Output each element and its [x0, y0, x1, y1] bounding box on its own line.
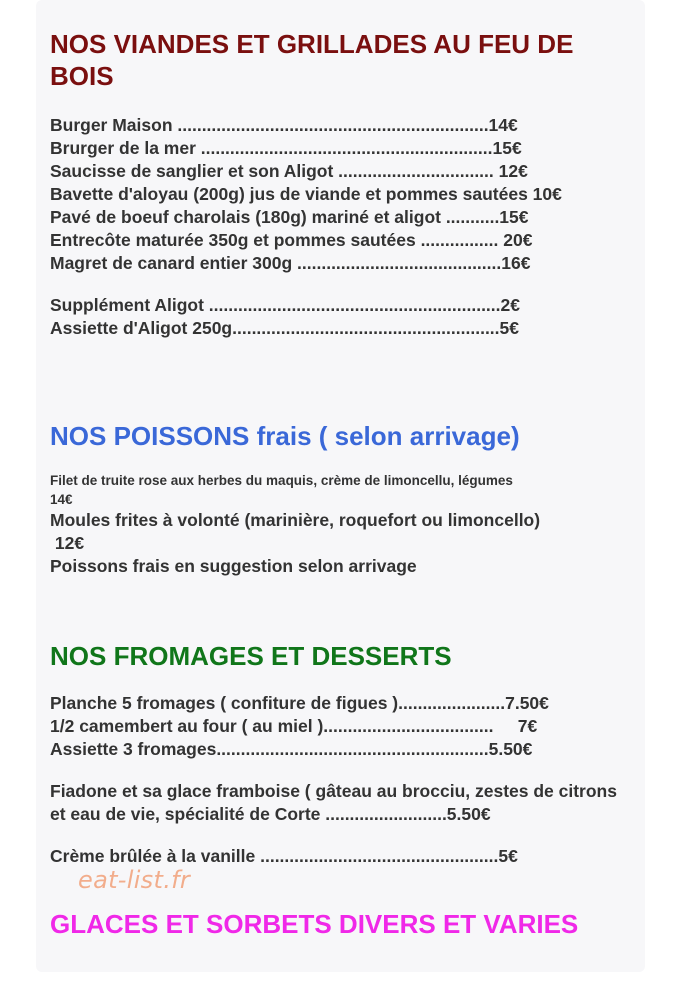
- menu-item-assiette-aligot: Assiette d'Aligot 250g.......................................................5€: [50, 318, 519, 338]
- ice-title: GLACES ET SORBETS DIVERS ET VARIES: [50, 909, 579, 939]
- meats-section: [50, 28, 640, 340]
- menu-item-magret: Magret de canard entier 300g ..........................................16€: [50, 253, 531, 273]
- watermark-logo: eat-list.fr: [78, 866, 191, 894]
- menu-item-bavette: Bavette d'aloyau (200g) jus de viande et pommes sautées 10€: [50, 184, 562, 204]
- cheese-title: NOS FROMAGES ET DESSERTS: [50, 641, 452, 671]
- menu-item-camembert: 1/2 camembert au four ( au miel )................................... 7€: [50, 716, 538, 736]
- fish-section: [50, 420, 640, 578]
- menu-item-planche-fromages: Planche 5 fromages ( confiture de figues )......................7.50€: [50, 693, 549, 713]
- menu-item-moules: Moules frites à volonté (marinière, roquefort ou limoncello): [50, 510, 541, 530]
- menu-item-creme-brulee: Crème brûlée à la vanille .................................................5€: [50, 846, 518, 866]
- menu-item-burger: Burger Maison ................................................................14€: [50, 115, 518, 135]
- menu-item-burger-mer: Brurger de la mer ............................................................15€: [50, 138, 522, 158]
- menu-item-truite-price: 14€: [50, 492, 73, 507]
- menu-item-supplement-aligot: Supplément Aligot ............................................................2€: [50, 295, 520, 315]
- menu-item-entrecote: Entrecôte maturée 350g et pommes sautées ................ 20€: [50, 230, 533, 250]
- meats-title: NOS VIANDES ET GRILLADES AU FEU DE BOIS: [50, 29, 574, 91]
- ice-section: [50, 908, 640, 940]
- menu-item-pave: Pavé de boeuf charolais (180g) mariné et aligot ...........15€: [50, 207, 529, 227]
- menu-item-assiette-fromages: Assiette 3 fromages........................................................5.50€: [50, 739, 533, 759]
- menu-item-moules-price: 12€: [50, 533, 85, 553]
- cheese-section: [50, 640, 640, 868]
- menu-item-truite: Filet de truite rose aux herbes du maquis, crème de limoncellu, légumes: [50, 473, 513, 488]
- menu-item-fiadone: Fiadone et sa glace framboise ( gâteau au brocciu, zestes de citrons et eau de vie, spécialité de Corte .........................5.50€: [50, 781, 617, 824]
- menu-item-poissons-frais: Poissons frais en suggestion selon arrivage: [50, 556, 417, 576]
- menu-item-saucisse: Saucisse de sanglier et son Aligot ................................ 12€: [50, 161, 528, 181]
- fish-title: NOS POISSONS frais ( selon arrivage): [50, 421, 520, 451]
